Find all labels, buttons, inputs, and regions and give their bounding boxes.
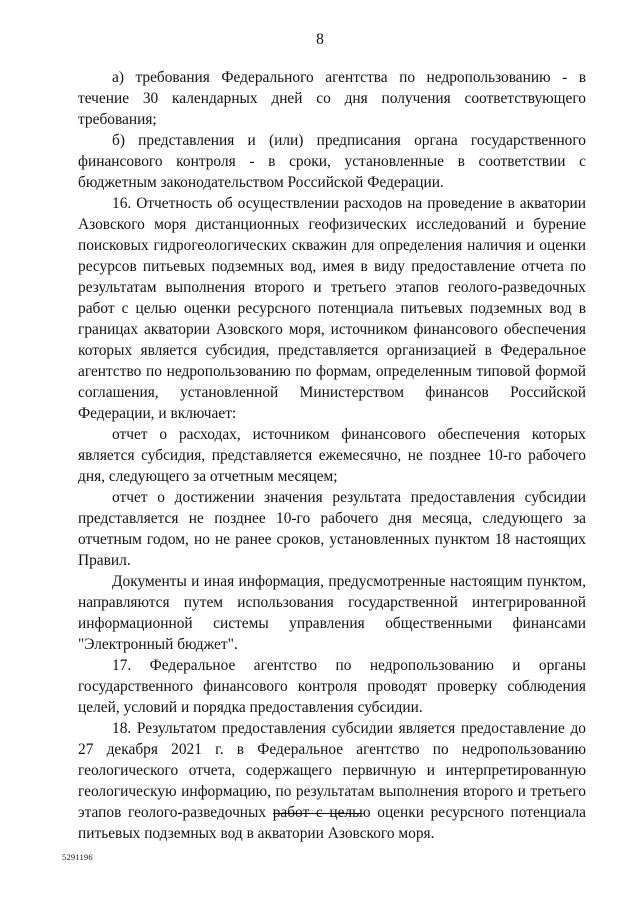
paragraph-clause-17: 17. Федеральное агентство по недропользованию и органы государственного финансового контроля проводят проверку соблюдения целей, условий и порядка предоставления субсидии. [78,657,586,716]
paragraph-documents: Документы и иная информация, предусмотренные настоящим пунктом, направляются путем использования государственной интегрированной информационной системы управления общественными финансами "Электронный бюджет". [78,573,586,653]
paragraph-clause-18: 18. Результатом предоставления субсидии является предоставление до 27 декабря 2021 г. в Федеральное агентство по недропользованию геологического отчета, содержащего первичную и интерпретированную геологическую информацию, по результатам выполнения второго и третьего этапов геолого-разведочных работ с целью оценки ресурсного потенциала питьевых подземных вод в акватории Азовского моря. [78,720,586,842]
paragraph-expense-report: отчет о расходах, источником финансового обеспечения которых является субсидия, представляется ежемесячно, не позднее 10-го рабочего дня, следующего за отчетным месяцем; [78,426,586,485]
paragraph-item-a: а) требования Федерального агентства по недропользованию - в течение 30 календарных дней со дня получения соответствующего требования; [78,69,586,128]
paragraph-clause-16: 16. Отчетность об осуществлении расходов на проведение в акватории Азовского моря дистанционных геофизических исследований и бурение поисковых гидрогеологических скважин для определения наличия и оценки ресурсов питьевых подземных вод, имея в виду предоставление отчета по результатам выполнения второго и третьего этапов геолого-разведочных работ с целью оценки ресурсного потенциала питьевых подземных вод в границах акватории Азовского моря, источником финансового обеспечения которых является субсидия, представляется организацией в Федеральное агентство по недропользованию по формам, определенным типовой формой соглашения, установленной Министерством финансов Российской Федерации, и включает: [78,195,586,422]
document-code: 5291196 [62,852,93,862]
page-number: 8 [316,31,324,48]
paragraph-result-report: отчет о достижении значения результата предоставления субсидии представляется не позднее 10-го рабочего дня месяца, следующего за отчетным годом, но не ранее сроков, установленных пунктом 18 настоящих Правил. [78,489,586,569]
document-body [78,67,586,844]
paragraph-item-b: б) представления и (или) предписания органа государственного финансового контроля - в сроки, установленные в соответствии с бюджетным законодательством Российской Федерации. [78,132,586,191]
closing-rule [273,813,361,814]
